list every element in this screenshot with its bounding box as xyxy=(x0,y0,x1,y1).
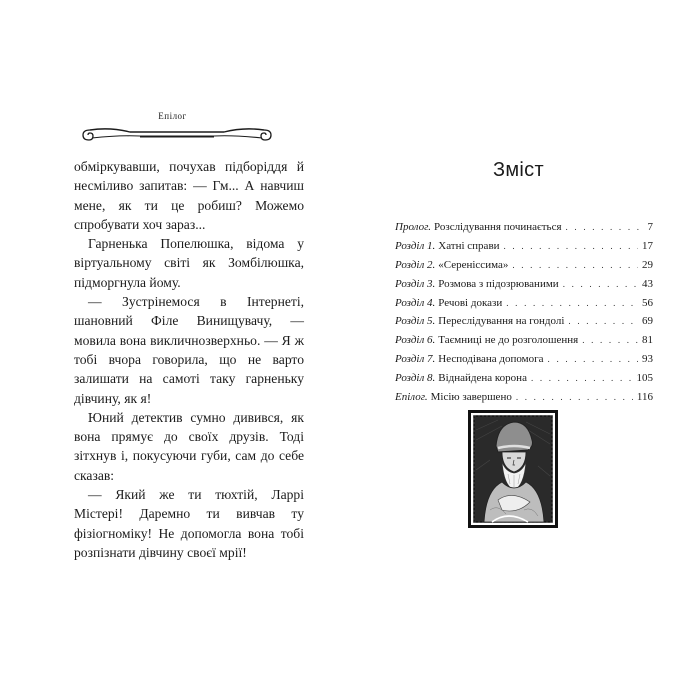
toc-entry-title: Несподівана допомога xyxy=(438,353,544,366)
paragraph: Юний детектив сумно дивився, як вона прямує до своїх друзів. Тоді зітхнув і, покусуючи губи, сам до себе сказав: xyxy=(74,409,304,483)
toc-entry[interactable] xyxy=(395,350,653,369)
toc-entry-label: Пролог. xyxy=(395,221,431,233)
toc-entry-page: 17 xyxy=(642,239,653,252)
paragraph: Гарненька Попелюшка, відома у віртуальному світі як Зомбілюшка, підморгнула йому. xyxy=(74,236,304,290)
toc-entry-title: Місію завершено xyxy=(430,391,512,404)
toc-entry-label: Епілог. xyxy=(395,391,428,404)
toc-entry-page: 29 xyxy=(642,258,653,271)
toc-entry[interactable] xyxy=(395,369,653,388)
toc-entry-title: Переслідування на гондолі xyxy=(438,315,565,328)
toc-entry-page: 43 xyxy=(642,277,653,290)
toc-entry-title: «Сереніссима» xyxy=(438,258,509,271)
running-head: Епілог xyxy=(158,111,187,121)
toc-entry[interactable] xyxy=(395,256,653,275)
toc-entry-title: Хатні справи xyxy=(438,239,500,252)
paragraph: — Зустрінемося в Інтернеті, шановний Філе Винищувачу, — мовила вона викличнoзверхньо. — Я ж тобі вчора говорила, що не варто залишати на самоті таку гарненьку дівчину, як я! xyxy=(74,294,304,406)
toc-entry-title: Віднайдена корона xyxy=(438,372,527,385)
toc-entry-label: Розділ 8. xyxy=(395,372,436,385)
body-text xyxy=(74,157,304,562)
toc-entry-page: 56 xyxy=(642,296,653,309)
toc-entry[interactable] xyxy=(395,218,653,237)
toc-leader-dots xyxy=(582,331,638,350)
toc-entry-page: 116 xyxy=(636,391,653,404)
table-of-contents xyxy=(395,218,653,407)
toc-entry-title: Таємниці не до розголошення xyxy=(438,334,579,347)
toc-leader-dots xyxy=(531,369,633,388)
toc-leader-dots xyxy=(563,275,638,294)
right-page xyxy=(350,0,700,700)
toc-entry-page: 93 xyxy=(642,353,653,366)
toc-leader-dots xyxy=(512,256,638,275)
paragraph: — Який же ти тюхтій, Ларрі Містері! Даремно ти вивчав ту фізіогноміку! Не допомогла вона тобі розпізнати дівчину своєї мрії! xyxy=(74,487,304,560)
toc-entry[interactable] xyxy=(395,388,653,407)
toc-leader-dots xyxy=(568,312,638,331)
toc-entry-title: Речові докази xyxy=(438,296,503,309)
toc-entry-label: Розділ 7. xyxy=(395,353,436,366)
toc-entry[interactable] xyxy=(395,275,653,294)
toc-leader-dots xyxy=(504,237,638,256)
toc-entry-title: Розслідування починається xyxy=(434,221,562,233)
toc-leader-dots xyxy=(566,218,639,237)
portrait-illustration xyxy=(468,410,558,528)
toc-entry-page: 81 xyxy=(642,334,653,347)
toc-entry-label: Розділ 4. xyxy=(395,296,436,309)
toc-leader-dots xyxy=(516,388,633,407)
toc-entry-page: 105 xyxy=(636,372,653,385)
toc-entry-title: Розмова з підозрюваними xyxy=(438,277,559,290)
toc-entry[interactable] xyxy=(395,237,653,256)
toc-entry-label: Розділ 2. xyxy=(395,258,436,271)
toc-entry-label: Розділ 6. xyxy=(395,334,436,347)
toc-title: Зміст xyxy=(493,159,544,181)
paragraph: обміркувавши, почухав підборіддя й несміливо запитав: — Гм... А навчиш мене, як ти це робиш? Можемо спробувати хоч зараз... xyxy=(74,159,304,232)
toc-entry-label: Розділ 1. xyxy=(395,239,436,252)
toc-entry[interactable] xyxy=(395,312,653,331)
toc-entry[interactable] xyxy=(395,331,653,350)
toc-entry[interactable] xyxy=(395,294,653,313)
toc-entry-page: 69 xyxy=(642,315,653,328)
toc-entry-page: 7 xyxy=(647,221,653,233)
toc-leader-dots xyxy=(506,294,638,313)
toc-entry-label: Розділ 3. xyxy=(395,277,436,290)
ornament-divider-icon xyxy=(80,124,274,144)
toc-entry-label: Розділ 5. xyxy=(395,315,436,328)
toc-leader-dots xyxy=(548,350,638,369)
